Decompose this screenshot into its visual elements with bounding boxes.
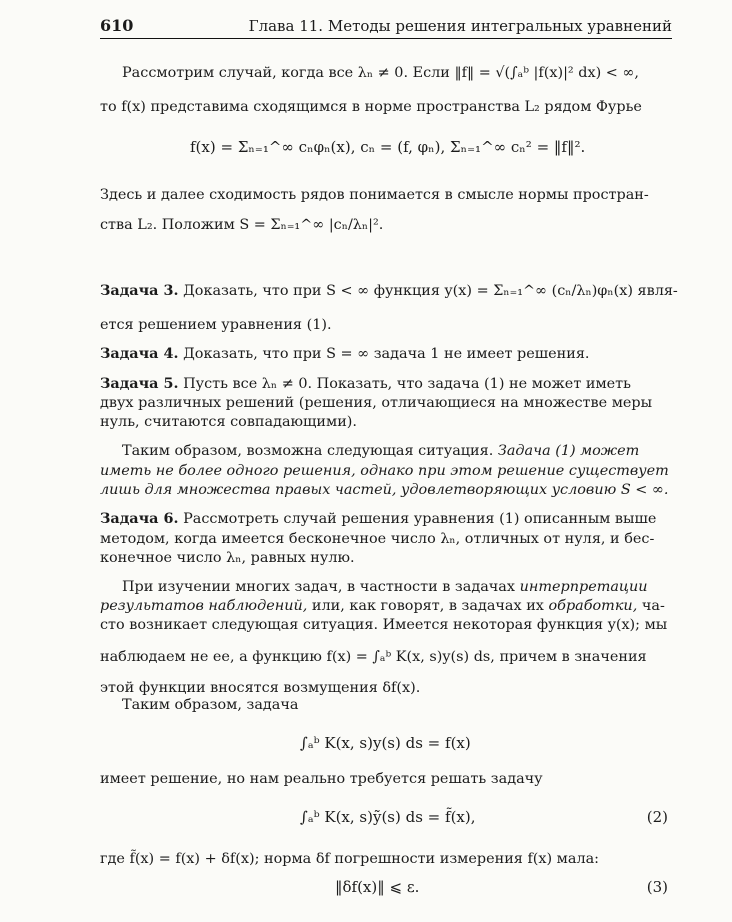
equation-number-3: (3) [646, 878, 668, 896]
chapter-title: Глава 11. Методы решения интегральных уравнений [248, 17, 672, 35]
task3-text: Доказать, что при S < ∞ функция y(x) = Σₙ₌₁^∞ (cₙ/λₙ)φₙ(x) явля- [183, 283, 678, 299]
para3-line2-text-d: ча- [641, 598, 665, 614]
para3-line4: наблюдаем не ее, а функцию f(x) = ∫ₐᵇ K(x, s)y(s) ds, причем в значения [100, 649, 647, 665]
para5-line1: имеет решение, но нам реально требуется решать задачу [100, 771, 543, 787]
task3-label: Задача 3. [100, 282, 179, 299]
para6-line1: где f̃(x) = f(x) + δf(x); норма δf погрешности измерения f(x) мала: [100, 851, 600, 867]
para2-line1-italic: Задача (1) может [497, 443, 640, 459]
para2-line1 [122, 442, 672, 460]
task3-line2: ется решением уравнения (1). [100, 317, 332, 333]
task5-line2: двух различных решений (решения, отличающиеся на множестве меры [100, 395, 653, 411]
task5-line1 [100, 375, 672, 393]
para3-line1-text: При изучении многих задач, в частности в задачах [122, 579, 516, 595]
para2-line2: иметь не более одного решения, однако при этом решение существует [100, 463, 669, 479]
task6-line2: методом, когда имеется бесконечное число λₙ, отличных от нуля, и бес- [100, 531, 655, 547]
para2-line3: лишь для множества правых частей, удовлетворяющих условию S < ∞. [100, 482, 669, 498]
equation-integral-2: ∫ₐᵇ K(x, s)ỹ(s) ds = f̃(x), [300, 808, 476, 826]
task3-line1 [100, 282, 678, 300]
para1-line2: то f(x) представима сходящимся в норме пространства L₂ рядом Фурье [100, 99, 642, 115]
para3-line2-italic-a: результатов наблюдений, [100, 598, 308, 614]
task4-text: Доказать, что при S = ∞ задача 1 не имеет решения. [183, 346, 590, 362]
para4-line1: Таким образом, задача [122, 697, 299, 713]
running-header [100, 16, 672, 36]
para3-line5: этой функции вносятся возмущения δf(x). [100, 680, 421, 696]
para1-line4: ства L₂. Положим S = Σₙ₌₁^∞ |cₙ/λₙ|². [100, 217, 384, 233]
equation-norm-bound: ‖δf(x)‖ ⩽ ε. [335, 878, 420, 896]
task5-label: Задача 5. [100, 375, 179, 392]
task6-line1 [100, 510, 672, 528]
task6-line3: конечное число λₙ, равных нулю. [100, 550, 355, 566]
equation-number-2: (2) [646, 808, 668, 826]
task6-text: Рассмотреть случай решения уравнения (1) описанным выше [183, 511, 657, 527]
task5-text: Пусть все λₙ ≠ 0. Показать, что задача (1) не может иметь [183, 376, 631, 392]
equation-integral-1: ∫ₐᵇ K(x, s)y(s) ds = f(x) [300, 734, 471, 752]
para3-line1-italic: интерпретации [519, 579, 648, 595]
para3-line2-text-b: или, как говорят, в задачах их [311, 598, 544, 614]
task4-label: Задача 4. [100, 345, 179, 362]
equation-fourier-series: f(x) = Σₙ₌₁^∞ cₙφₙ(x), cₙ = (f, φₙ), Σₙ₌₁^∞ cₙ² = ‖f‖². [190, 138, 586, 156]
header-rule [100, 38, 672, 39]
para3-line3: сто возникает следующая ситуация. Имеется некоторая функция y(x); мы [100, 617, 668, 633]
para3-line2 [100, 597, 672, 615]
para1-line1: Рассмотрим случай, когда все λₙ ≠ 0. Если ‖f‖ = √(∫ₐᵇ |f(x)|² dx) < ∞, [122, 65, 639, 81]
para3-line2-italic-c: обработки, [548, 598, 638, 614]
task4 [100, 345, 672, 363]
task5-line3: нуль, считаются совпадающими). [100, 414, 358, 430]
para1-line3: Здесь и далее сходимость рядов понимается в смысле нормы простран- [100, 187, 649, 203]
para3-line1 [122, 578, 672, 596]
para2-line1-text: Таким образом, возможна следующая ситуация. [122, 443, 494, 459]
task6-label: Задача 6. [100, 510, 179, 527]
page-number: 610 [100, 16, 134, 35]
